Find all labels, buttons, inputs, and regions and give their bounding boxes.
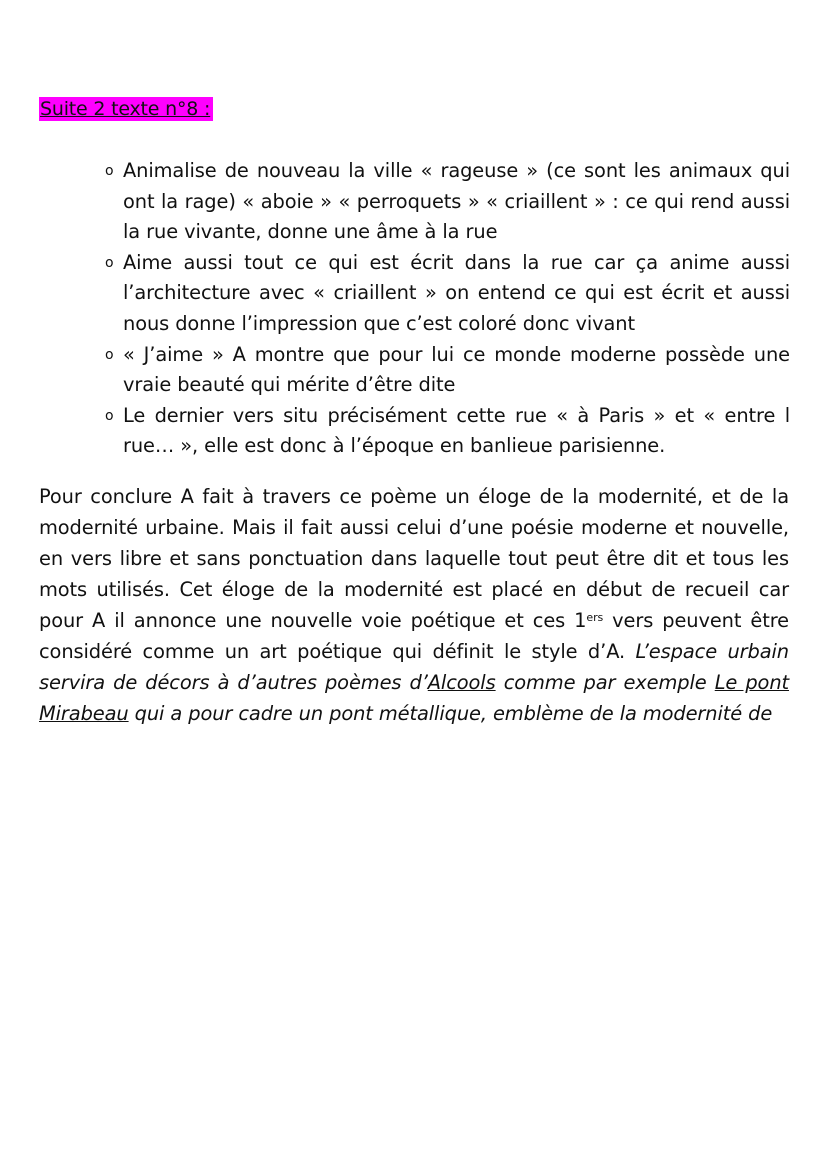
bullet-marker-icon: o <box>105 346 114 363</box>
bullet-marker-icon: o <box>105 254 114 271</box>
conclusion-text: Pour conclure A fait à travers ce poème un éloge de la modernité, et de la modernité urbaine. Mais il fait aussi celui d’une poésie moderne et nouvelle, en vers libre et sans ponctuation dans laquelle tout peut être dit et tous les mots utilisés. Cet éloge de la modernité est placé en début de recueil car pour A il annonce une nouvelle voie poétique et ces 1 <box>39 485 789 632</box>
section-heading: Suite 2 texte n°8 : <box>39 97 213 121</box>
ordinal-superscript: ers <box>586 611 604 624</box>
conclusion-text-continued: vers peuvent être considéré comme un art poétique qui définit le style d’A. <box>39 609 789 663</box>
list-item-text: Le dernier vers situ précisément cette rue « à Paris » et « entre l rue… », elle est donc à l’époque en banlieue parisienne. <box>123 403 790 458</box>
bullet-marker-icon: o <box>105 407 114 424</box>
list-item-text: « J’aime » A montre que pour lui ce monde moderne possède une vraie beauté qui mérite d’être dite <box>123 342 790 397</box>
work-title-alcools: Alcools <box>427 671 496 694</box>
list-item <box>104 401 790 462</box>
bullet-marker-icon: o <box>105 163 114 179</box>
bullet-list <box>104 156 790 462</box>
list-item <box>104 340 790 401</box>
work-title-pont-mirabeau: Le pont Mirabeau <box>39 671 790 725</box>
italic-text: comme par exemple <box>495 671 715 694</box>
italic-text: L’espace urbain servira de décors à d’autres poèmes d’ <box>39 640 789 694</box>
conclusion-paragraph <box>39 481 789 729</box>
list-item-text: Aime aussi tout ce qui est écrit dans la rue car ça anime aussi l’architecture avec « criaillent » on entend ce qui est écrit et aussi nous donne l’impression que c’est coloré donc vivant <box>123 250 790 335</box>
list-item <box>104 156 790 248</box>
italic-text: qui a pour cadre un pont métallique, emblème de la modernité de <box>128 702 773 725</box>
list-item-text: Animalise de nouveau la ville « rageuse » (ce sont les animaux qui ont la rage) « aboie » « perroquets » « criaillent » : ce qui rend aussi la rue vivante, donne une âme à la rue <box>123 159 790 244</box>
list-item <box>104 248 790 340</box>
